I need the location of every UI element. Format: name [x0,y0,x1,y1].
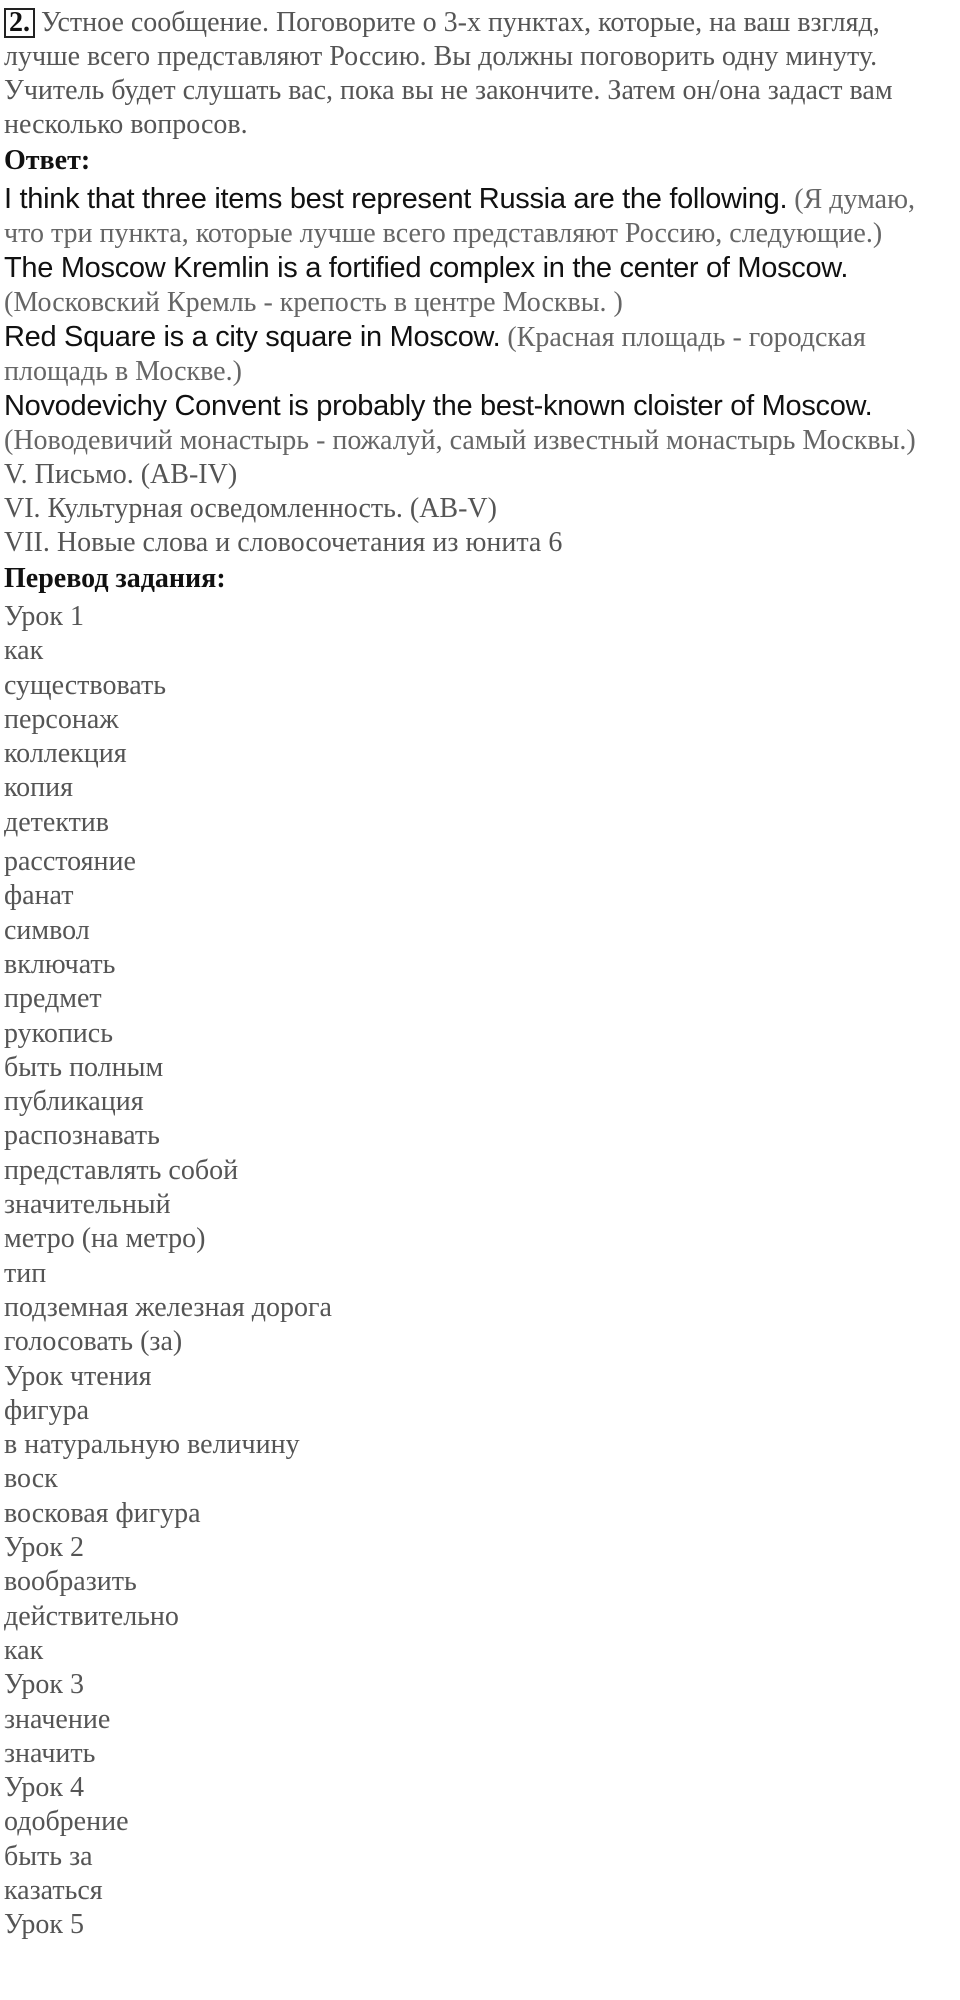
document-page [4,6,956,1943]
answer-heading: Ответ: [4,145,91,176]
vocabulary-item: персонаж [4,703,119,735]
section-title: VII. Новые слова и словосочетания из юнита 6 [4,527,563,558]
vocabulary-item: воск [4,1463,58,1495]
vocabulary-item: Урок 4 [4,1772,84,1804]
vocabulary-item: метро (на метро) [4,1223,206,1255]
vocabulary-item: как [4,635,44,667]
vocabulary-item: копия [4,772,74,804]
section-title: VI. Культурная осведомленность. (AB-V) [4,493,497,524]
vocabulary-item: значительный [4,1189,171,1221]
answer-english: I think that three items best represent Russia are the following. [4,183,788,215]
answer-line [4,320,956,389]
vocabulary-item: расстояние [4,846,136,878]
section-title: V. Письмо. (AB-IV) [4,459,238,490]
answer-block [4,182,956,458]
vocabulary-item: предмет [4,983,102,1015]
vocabulary-item: восковая фигура [4,1497,201,1529]
vocabulary-item: казаться [4,1874,103,1906]
vocabulary-item: быть полным [4,1051,164,1083]
vocabulary-item: существовать [4,669,166,701]
vocabulary-item: подземная железная дорога [4,1291,332,1323]
answer-english: The Moscow Kremlin is a fortified complex in the center of Moscow. [4,252,849,284]
vocabulary-item: значение [4,1703,111,1735]
vocabulary-item: действительно [4,1600,179,1632]
vocabulary-item: тип [4,1257,47,1289]
vocabulary-item: Урок чтения [4,1360,152,1392]
vocabulary-item: включать [4,948,116,980]
vocabulary-item: коллекция [4,738,127,770]
vocabulary-item: Урок 3 [4,1669,84,1701]
vocabulary-item: как [4,1634,44,1666]
task-number: 2. [4,8,35,38]
vocabulary-item: представлять собой [4,1154,239,1186]
vocabulary-item: Урок 1 [4,601,84,632]
translation-heading: Перевод задания: [4,563,226,594]
answer-line [4,251,956,320]
answer-russian: (Московский Кремль - крепость в центре Москвы. ) [4,287,623,318]
vocabulary-item: фанат [4,880,74,912]
task-paragraph [4,6,956,142]
vocabulary-item: вообразить [4,1566,137,1598]
answer-line [4,389,956,458]
vocabulary-item: рукопись [4,1017,113,1049]
vocabulary-item: значить [4,1737,96,1769]
vocabulary-item: в натуральную величину [4,1429,300,1461]
vocabulary-item: детектив [4,806,110,838]
answer-russian: (Я думаю, что три пункта, которые лучше всего представляют Россию, следующие.) [4,184,915,249]
vocabulary-item: распознавать [4,1120,160,1152]
vocabulary-item: символ [4,914,90,946]
vocabulary-item: Урок 2 [4,1532,84,1564]
answer-english: Red Square is a city square in Moscow. [4,321,501,353]
vocabulary-item: публикация [4,1086,144,1118]
answer-english: Novodevichy Convent is probably the best-known cloister of Moscow. [4,390,873,422]
answer-line [4,182,956,251]
vocabulary-item: голосовать (за) [4,1326,183,1358]
answer-russian: (Красная площадь - городская площадь в Москве.) [4,322,866,387]
task-text: Устное сообщение. Поговорите о 3-х пунктах, которые, на ваш взгляд, лучше всего представляют Россию. Вы должны поговорить одну минуту. Учитель будет слушать вас, пока вы не закончите. Затем он/она задаст вам несколько вопросов. [4,7,893,140]
vocabulary-item: одобрение [4,1806,129,1838]
vocabulary-item: фигура [4,1394,90,1426]
vocabulary-item: быть за [4,1840,93,1872]
vocabulary-item: Урок 5 [4,1909,84,1941]
answer-russian: (Новодевичий монастырь - пожалуй, самый известный монастырь Москвы.) [4,425,916,456]
vocabulary-list [4,600,956,1943]
